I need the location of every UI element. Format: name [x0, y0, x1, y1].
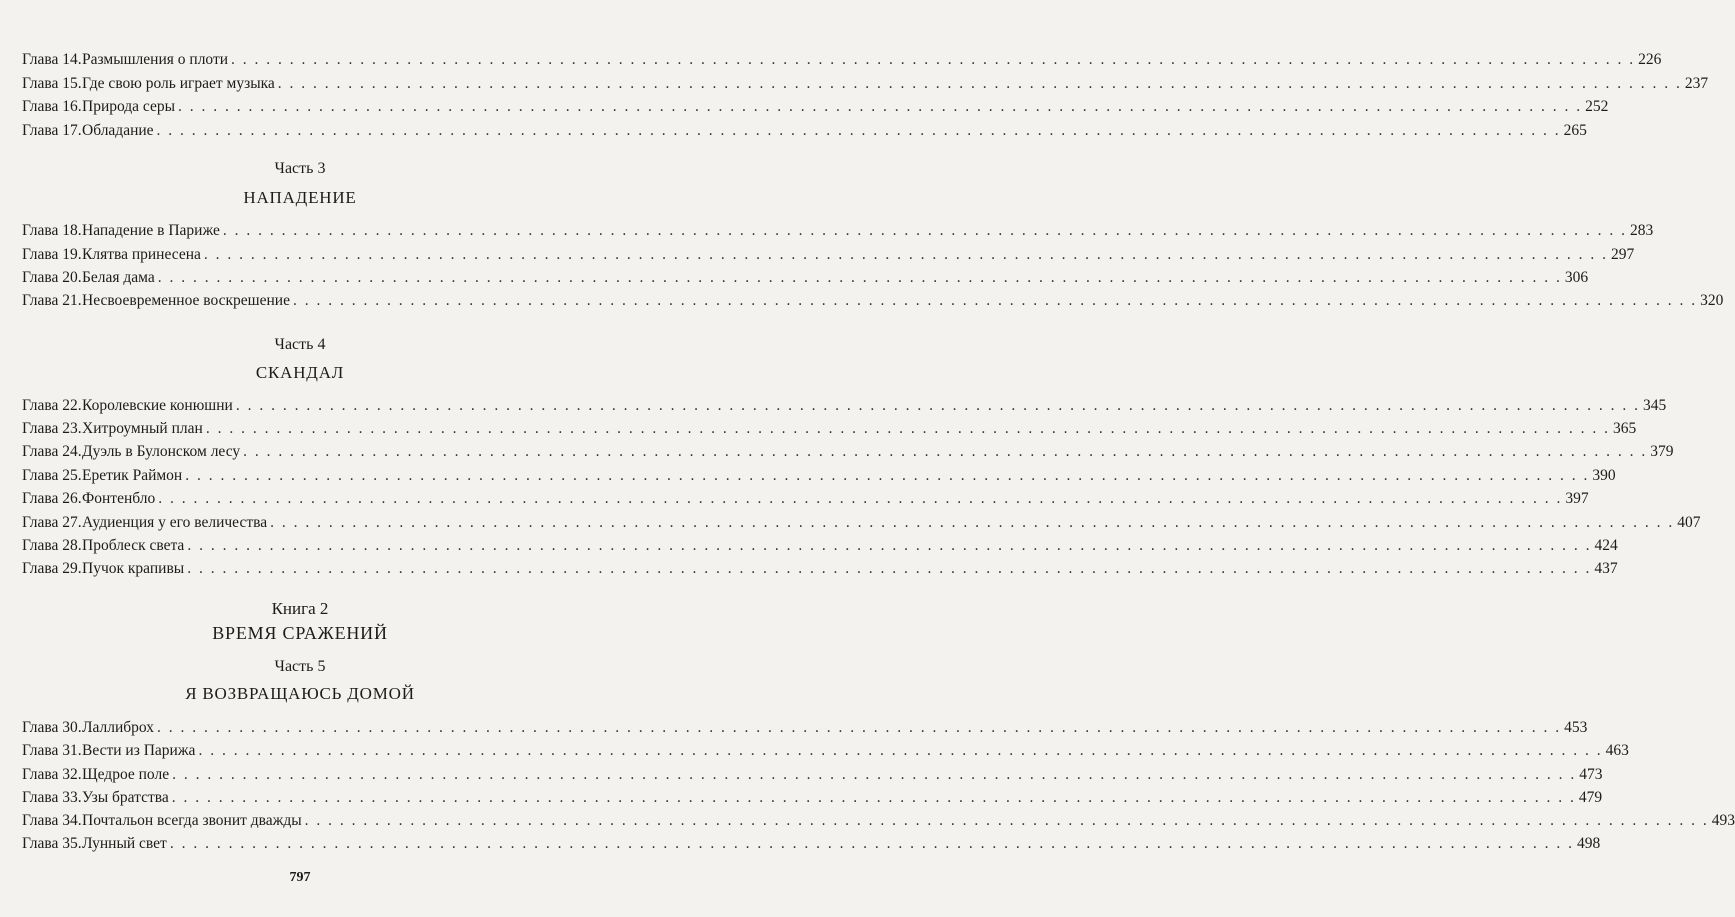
dot-leader: . . . . . . . . . . . . . . . . . . . . . . . . . . . . . . . . . . . . . . . . . . . . . . . . . . . . . . . . . . . . . . . . . . . . . . . . . . . . . . . . . . . . . . . . . . . . . . . . . . . . . . . . . . . . . . . . . . . . . . . .: [156, 122, 1561, 139]
toc-entry: [22, 290, 1724, 312]
page-number: 265: [1563, 122, 1587, 139]
dot-leader: . . . . . . . . . . . . . . . . . . . . . . . . . . . . . . . . . . . . . . . . . . . . . . . . . . . . . . . . . . . . . . . . . . . . . . . . . . . . . . . . . . . . . . . . . . . . . . . . . . . . . . . . . . . . . . . . . . . . . . . .: [277, 75, 1682, 92]
chapter-title: Несвоевременное воскрешение: [82, 292, 290, 309]
page-number: 493: [1711, 812, 1735, 829]
dot-leader: . . . . . . . . . . . . . . . . . . . . . . . . . . . . . . . . . . . . . . . . . . . . . . . . . . . . . . . . . . . . . . . . . . . . . . . . . . . . . . . . . . . . . . . . . . . . . . . . . . . . . . . . . . . . . . . . . . . . . . . .: [292, 292, 1698, 309]
dot-leader: . . . . . . . . . . . . . . . . . . . . . . . . . . . . . . . . . . . . . . . . . . . . . . . . . . . . . . . . . . . . . . . . . . . . . . . . . . . . . . . . . . . . . . . . . . . . . . . . . . . . . . . . . . . . . . . . . . . . . . . .: [172, 766, 1577, 783]
chapter-title: Дуэль в Булонском лесу: [82, 443, 241, 460]
dot-leader: . . . . . . . . . . . . . . . . . . . . . . . . . . . . . . . . . . . . . . . . . . . . . . . . . . . . . . . . . . . . . . . . . . . . . . . . . . . . . . . . . . . . . . . . . . . . . . . . . . . . . . . . . . . . . . . . . . . . . . . .: [235, 397, 1640, 414]
page-number: 498: [1576, 835, 1601, 852]
page-number: 237: [1684, 75, 1709, 92]
toc-entry: [22, 717, 1588, 739]
dot-leader: . . . . . . . . . . . . . . . . . . . . . . . . . . . . . . . . . . . . . . . . . . . . . . . . . . . . . . . . . . . . . . . . . . . . . . . . . . . . . . . . . . . . . . . . . . . . . . . . . . . . . . . . . . . . . . . . . . . . . . . .: [243, 443, 1648, 460]
toc-entry: [22, 120, 1587, 142]
toc-entry: [22, 244, 1635, 266]
chapter-number: Глава 16.: [22, 98, 82, 115]
dot-leader: . . . . . . . . . . . . . . . . . . . . . . . . . . . . . . . . . . . . . . . . . . . . . . . . . . . . . . . . . . . . . . . . . . . . . . . . . . . . . . . . . . . . . . . . . . . . . . . . . . . . . . . . . . . . . . . . . . . . . . . .: [185, 467, 1590, 484]
chapter-title: Клятва принесена: [82, 246, 201, 263]
chapter-title: Фонтенбло: [82, 490, 156, 507]
page-number: 424: [1594, 537, 1618, 554]
chapter-number: Глава 25.: [22, 467, 82, 484]
toc-entry: [22, 441, 1674, 463]
chapter-title: Белая дама: [82, 269, 155, 286]
chapter-number: Глава 18.: [22, 222, 82, 239]
toc-entry: [22, 558, 1618, 580]
chapter-title: Лаллиброх: [82, 719, 155, 736]
toc-entry: [22, 512, 1701, 534]
dot-leader: . . . . . . . . . . . . . . . . . . . . . . . . . . . . . . . . . . . . . . . . . . . . . . . . . . . . . . . . . . . . . . . . . . . . . . . . . . . . . . . . . . . . . . . . . . . . . . . . . . . . . . . . . . . . . . . . . . . . . . . .: [270, 514, 1675, 531]
chapter-title: Еретик Раймон: [82, 467, 183, 484]
part-title: Я ВОЗВРАЩАЮСЬ ДОМОЙ: [185, 684, 415, 703]
toc-entry: [22, 220, 1654, 242]
chapter-number: Глава 28.: [22, 537, 82, 554]
chapter-number: Глава 23.: [22, 420, 82, 437]
dot-leader: . . . . . . . . . . . . . . . . . . . . . . . . . . . . . . . . . . . . . . . . . . . . . . . . . . . . . . . . . . . . . . . . . . . . . . . . . . . . . . . . . . . . . . . . . . . . . . . . . . . . . . . . . . . . . . . . . . . . . . . .: [169, 835, 1574, 852]
chapter-number: Глава 19.: [22, 246, 82, 263]
part-title: НАПАДЕНИЕ: [243, 188, 357, 207]
part-label: Часть 3: [274, 160, 326, 177]
chapter-title: Пучок крапивы: [82, 560, 185, 577]
page-number: 463: [1605, 742, 1629, 759]
page-number: 297: [1611, 246, 1635, 263]
chapter-title: Вести из Парижа: [82, 742, 196, 759]
chapter-title: Аудиенция у его величества: [82, 514, 268, 531]
toc-entry: [22, 465, 1616, 487]
chapter-number: Глава 30.: [22, 719, 82, 736]
chapter-number: Глава 15.: [22, 75, 82, 92]
dot-leader: . . . . . . . . . . . . . . . . . . . . . . . . . . . . . . . . . . . . . . . . . . . . . . . . . . . . . . . . . . . . . . . . . . . . . . . . . . . . . . . . . . . . . . . . . . . . . . . . . . . . . . . . . . . . . . . . . . . . . . . .: [158, 490, 1563, 507]
book-title: ВРЕМЯ СРАЖЕНИЙ: [212, 623, 388, 643]
page-number: 379: [1650, 443, 1674, 460]
chapter-number: Глава 17.: [22, 122, 82, 139]
dot-leader: . . . . . . . . . . . . . . . . . . . . . . . . . . . . . . . . . . . . . . . . . . . . . . . . . . . . . . . . . . . . . . . . . . . . . . . . . . . . . . . . . . . . . . . . . . . . . . . . . . . . . . . . . . . . . . . . . . . . . . . .: [203, 246, 1608, 263]
toc-entry: [22, 49, 1662, 71]
book-label: Книга 2: [271, 599, 329, 618]
toc-entry: [22, 73, 1709, 95]
chapter-title: Лунный свет: [82, 835, 167, 852]
page-number: 283: [1629, 222, 1654, 239]
chapter-number: Глава 34.: [22, 812, 82, 829]
dot-leader: . . . . . . . . . . . . . . . . . . . . . . . . . . . . . . . . . . . . . . . . . . . . . . . . . . . . . . . . . . . . . . . . . . . . . . . . . . . . . . . . . . . . . . . . . . . . . . . . . . . . . . . . . . . . . . . . . . . . . . . .: [222, 222, 1627, 239]
dot-leader: . . . . . . . . . . . . . . . . . . . . . . . . . . . . . . . . . . . . . . . . . . . . . . . . . . . . . . . . . . . . . . . . . . . . . . . . . . . . . . . . . . . . . . . . . . . . . . . . . . . . . . . . . . . . . . . . . . . . . . . .: [231, 51, 1636, 68]
page-number: 453: [1564, 719, 1588, 736]
page-number: 306: [1564, 269, 1589, 286]
dot-leader: . . . . . . . . . . . . . . . . . . . . . . . . . . . . . . . . . . . . . . . . . . . . . . . . . . . . . . . . . . . . . . . . . . . . . . . . . . . . . . . . . . . . . . . . . . . . . . . . . . . . . . . . . . . . . . . . . . . . . . . .: [187, 537, 1592, 554]
chapter-title: Хитроумный план: [82, 420, 203, 437]
page-number: 320: [1700, 292, 1724, 309]
toc-entry: [22, 810, 1735, 832]
dot-leader: . . . . . . . . . . . . . . . . . . . . . . . . . . . . . . . . . . . . . . . . . . . . . . . . . . . . . . . . . . . . . . . . . . . . . . . . . . . . . . . . . . . . . . . . . . . . . . . . . . . . . . . . . . . . . . . . . . . . . . . .: [304, 812, 1709, 829]
chapter-number: Глава 21.: [22, 292, 82, 309]
toc-entry: [22, 267, 1589, 289]
page-number: 365: [1612, 420, 1637, 437]
dot-leader: . . . . . . . . . . . . . . . . . . . . . . . . . . . . . . . . . . . . . . . . . . . . . . . . . . . . . . . . . . . . . . . . . . . . . . . . . . . . . . . . . . . . . . . . . . . . . . . . . . . . . . . . . . . . . . . . . . . . . . . .: [198, 742, 1603, 759]
toc-entry: [22, 787, 1603, 809]
part-label: Часть 4: [274, 336, 326, 353]
chapter-title: Размышления о плоти: [82, 51, 229, 68]
chapter-title: Природа серы: [82, 98, 176, 115]
chapter-title: Щедрое поле: [82, 766, 170, 783]
page-number: 397: [1565, 490, 1589, 507]
toc-entry: [22, 764, 1603, 786]
toc-entry: [22, 395, 1667, 417]
chapter-number: Глава 27.: [22, 514, 82, 531]
toc-entry: [22, 535, 1618, 557]
chapter-number: Глава 14.: [22, 51, 82, 68]
part-label: Часть 5: [274, 658, 326, 675]
page-number: 479: [1578, 789, 1603, 806]
chapter-number: Глава 20.: [22, 269, 82, 286]
page-number: 407: [1677, 514, 1701, 531]
chapter-number: Глава 24.: [22, 443, 82, 460]
chapter-number: Глава 29.: [22, 560, 82, 577]
dot-leader: . . . . . . . . . . . . . . . . . . . . . . . . . . . . . . . . . . . . . . . . . . . . . . . . . . . . . . . . . . . . . . . . . . . . . . . . . . . . . . . . . . . . . . . . . . . . . . . . . . . . . . . . . . . . . . . . . . . . . . . .: [187, 560, 1592, 577]
dot-leader: . . . . . . . . . . . . . . . . . . . . . . . . . . . . . . . . . . . . . . . . . . . . . . . . . . . . . . . . . . . . . . . . . . . . . . . . . . . . . . . . . . . . . . . . . . . . . . . . . . . . . . . . . . . . . . . . . . . . . . . .: [157, 719, 1562, 736]
page-number: 473: [1579, 766, 1603, 783]
dot-leader: . . . . . . . . . . . . . . . . . . . . . . . . . . . . . . . . . . . . . . . . . . . . . . . . . . . . . . . . . . . . . . . . . . . . . . . . . . . . . . . . . . . . . . . . . . . . . . . . . . . . . . . . . . . . . . . . . . . . . . . .: [178, 98, 1583, 115]
toc-entry: [22, 740, 1629, 762]
toc-entry: [22, 833, 1601, 855]
page-number: 437: [1594, 560, 1618, 577]
page-number: 390: [1592, 467, 1616, 484]
chapter-number: Глава 33.: [22, 789, 82, 806]
chapter-title: Нападение в Париже: [82, 222, 220, 239]
chapter-title: Обладание: [82, 122, 154, 139]
chapter-number: Глава 26.: [22, 490, 82, 507]
chapter-number: Глава 32.: [22, 766, 82, 783]
toc-entry: [22, 418, 1637, 440]
toc-entry: [22, 96, 1609, 118]
part-title: СКАНДАЛ: [255, 363, 345, 382]
dot-leader: . . . . . . . . . . . . . . . . . . . . . . . . . . . . . . . . . . . . . . . . . . . . . . . . . . . . . . . . . . . . . . . . . . . . . . . . . . . . . . . . . . . . . . . . . . . . . . . . . . . . . . . . . . . . . . . . . . . . . . . .: [171, 789, 1576, 806]
chapter-title: Проблеск света: [82, 537, 185, 554]
toc-entry: [22, 488, 1589, 510]
page-number: 226: [1638, 51, 1662, 68]
page-folio: 797: [289, 870, 311, 885]
chapter-title: Где свою роль играет музыка: [82, 75, 275, 92]
chapter-number: Глава 22.: [22, 397, 82, 414]
chapter-title: Почтальон всегда звонит дважды: [82, 812, 302, 829]
chapter-title: Узы братства: [82, 789, 169, 806]
page-number: 345: [1642, 397, 1667, 414]
page-number: 252: [1585, 98, 1609, 115]
dot-leader: . . . . . . . . . . . . . . . . . . . . . . . . . . . . . . . . . . . . . . . . . . . . . . . . . . . . . . . . . . . . . . . . . . . . . . . . . . . . . . . . . . . . . . . . . . . . . . . . . . . . . . . . . . . . . . . . . . . . . . . .: [205, 420, 1610, 437]
dot-leader: . . . . . . . . . . . . . . . . . . . . . . . . . . . . . . . . . . . . . . . . . . . . . . . . . . . . . . . . . . . . . . . . . . . . . . . . . . . . . . . . . . . . . . . . . . . . . . . . . . . . . . . . . . . . . . . . . . . . . . . .: [157, 269, 1562, 286]
chapter-title: Королевские конюшни: [82, 397, 233, 414]
chapter-number: Глава 35.: [22, 835, 82, 852]
chapter-number: Глава 31.: [22, 742, 82, 759]
